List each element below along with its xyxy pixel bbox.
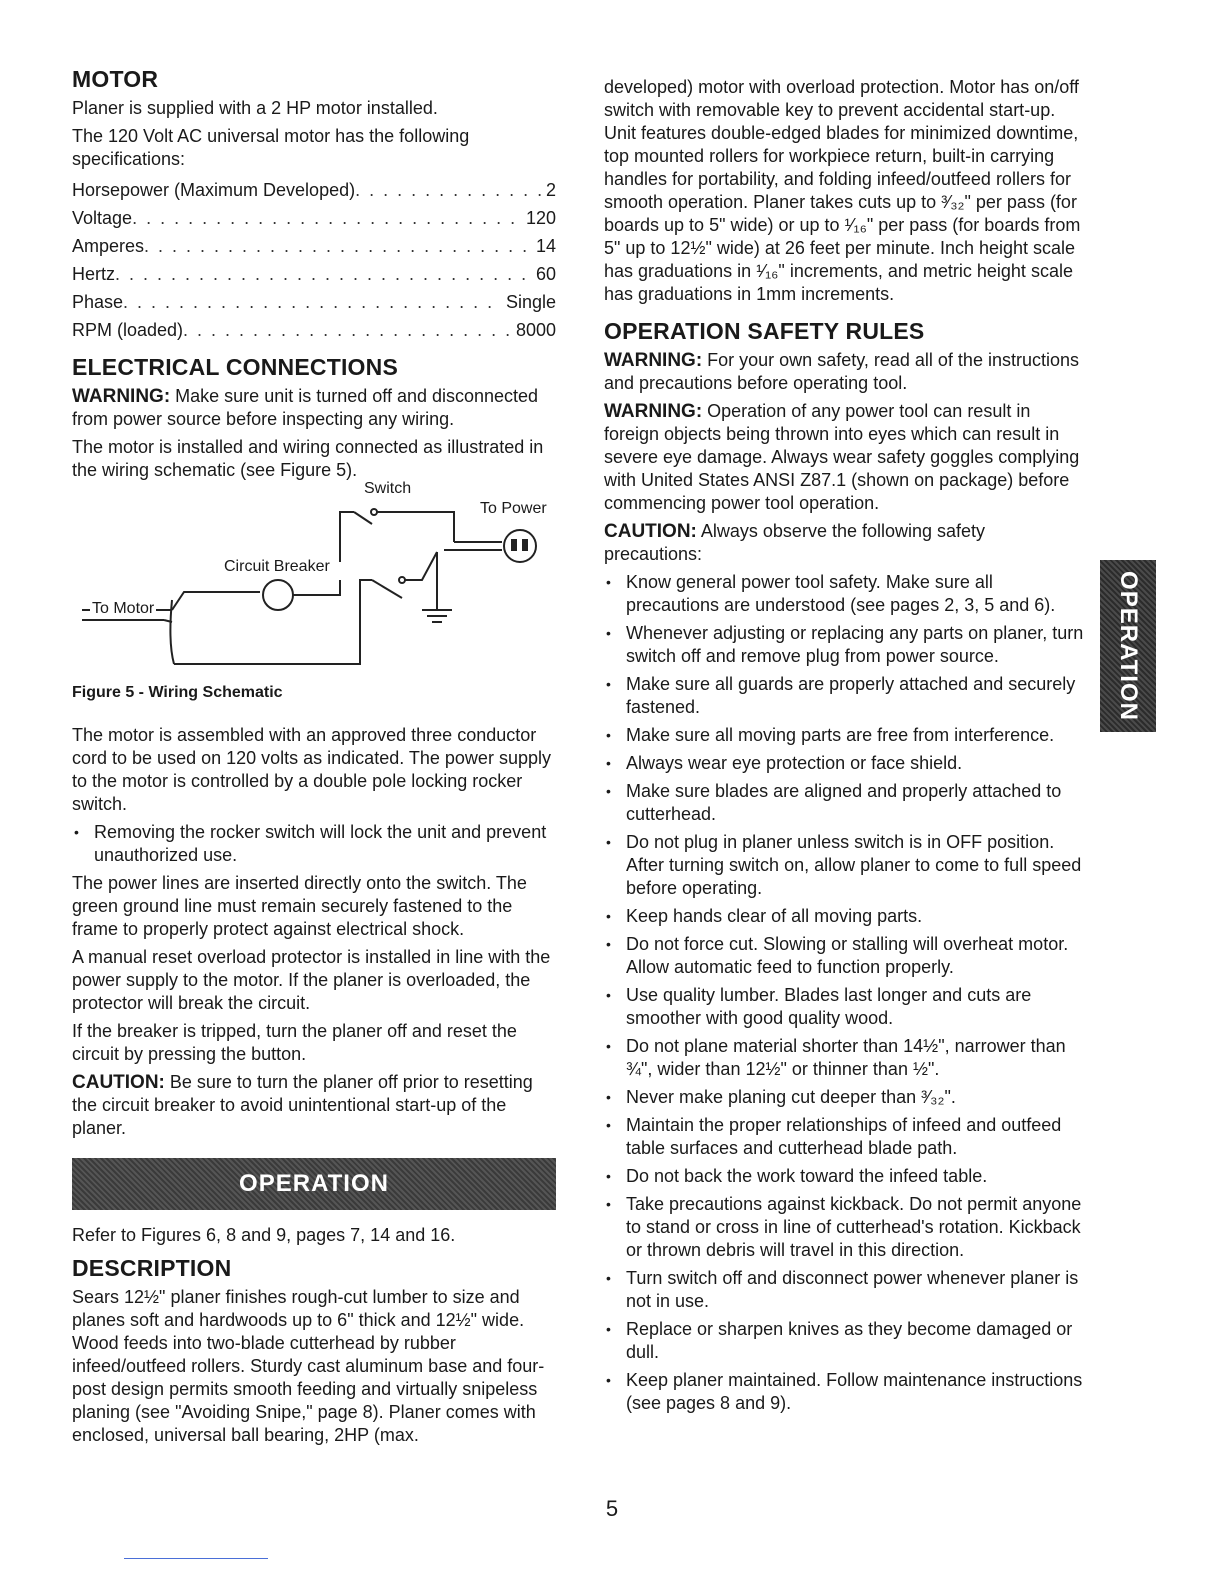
to-power-label: To Power [480,500,547,517]
safety-caution [604,520,1084,566]
spec-row [72,316,556,344]
breaker-reset-paragraph: If the breaker is tripped, turn the planer off and reset the circuit by pressing the button. [72,1021,517,1064]
electrical-warning [72,385,556,431]
list-item: • Do not force cut. Slowing or stalling will overheat motor. Allow automatic feed to function properly. [604,933,1084,979]
electrical-heading: ELECTRICAL CONNECTIONS [72,354,398,380]
caution-label: CAUTION: [604,521,697,542]
spec-value: 8000 [515,320,556,340]
spec-row [72,176,556,204]
list-item: • Whenever adjusting or replacing any parts on planer, turn switch off and remove plug from power source. [604,622,1084,668]
list-item: • Turn switch off and disconnect power whenever planer is not in use. [604,1267,1084,1313]
switch-label: Switch [364,480,412,497]
spec-label: Voltage [72,208,133,228]
list-item: • Removing the rocker switch will lock the unit and prevent unauthorized use. [72,821,556,867]
safety-warning-2 [604,400,1084,515]
spec-value: Single [505,292,556,312]
description-text: Sears 12½" planer finishes rough-cut lumber to size and planes soft and hardwoods up to 6" thick and 12½" wide. Wood feeds into two-blade cutterhead by rubber infeed/outfeed rollers. Sturdy cast aluminum base and four-post design permits smooth feeding and virtually snipeless planing (see "Avoiding Snipe," page 8). Planer comes with enclosed, universal ball bearing, 2HP (max. [72,1287,545,1445]
spec-row [72,288,556,316]
wiring-intro: The motor is installed and wiring connected as illustrated in the wiring schematic (see Figure 5). [72,437,544,480]
wiring-schematic-drawing [72,502,556,682]
spec-value: 2 [545,180,556,200]
list-item: • Keep hands clear of all moving parts. [604,905,1084,928]
right-column [604,66,1084,1420]
power-lines-paragraph: The power lines are inserted directly onto the switch. The green ground line must remain securely fastened to the frame to properly protect against electrical shock. [72,873,527,939]
section-side-tab [1100,560,1156,732]
spec-row [72,204,556,232]
caution-text: Always observe the following safety precautions: [604,521,986,564]
safety-warning-1 [604,349,1084,395]
safety-heading: OPERATION SAFETY RULES [604,318,925,344]
spec-label: Phase [72,292,124,312]
page-number: 5 [605,1496,619,1521]
operation-banner-label: OPERATION [239,1170,389,1197]
list-item: • Always wear eye protection or face shield. [604,752,1084,775]
spec-label: RPM (loaded) [72,320,184,340]
wiring-schematic [72,480,556,682]
spec-label: Amperes [72,236,145,256]
caution-label: CAUTION: [72,1072,165,1093]
spec-value: 120 [525,208,556,228]
spec-value: 60 [535,264,556,284]
list-item: • Make sure all moving parts are free from interference. [604,724,1084,747]
list-item: • Make sure all guards are properly attached and securely fastened. [604,673,1084,719]
caution-text: Be sure to turn the planer off prior to resetting the circuit breaker to avoid unintentional start-up of the planer. [72,1072,533,1138]
warning-label: WARNING: [604,401,703,422]
side-tab-label: OPERATION [1115,571,1142,721]
list-item: • Maintain the proper relationships of infeed and outfeed table surfaces and cutterhead blade path. [604,1114,1084,1160]
spec-row [72,232,556,260]
cord-paragraph: The motor is assembled with an approved three conductor cord to be used on 120 volts as indicated. The power supply to the motor is controlled by a double pole locking rocker switch. [72,725,551,814]
operation-refer: Refer to Figures 6, 8 and 9, pages 7, 14 and 16. [72,1225,456,1245]
motor-spec-list [72,176,556,344]
list-item: • Never make planing cut deeper than ³⁄₃₂". [604,1086,1084,1109]
list-item: • Do not plane material shorter than 14½", narrower than ¾", wider than 12½" or thinner than ½". [604,1035,1084,1081]
overload-paragraph: A manual reset overload protector is installed in line with the power supply to the motor. If the planer is overloaded, the protector will break the circuit. [72,947,551,1013]
spec-row [72,260,556,288]
motor-heading: MOTOR [72,66,159,92]
rocker-switch-bullet [72,821,556,867]
safety-rules-list [604,571,1084,1415]
footer-rule [124,1558,268,1559]
list-item: • Replace or sharpen knives as they become damaged or dull. [604,1318,1084,1364]
electrical-caution [72,1071,556,1140]
spec-label: Hertz [72,264,116,284]
list-item: • Make sure blades are aligned and properly attached to cutterhead. [604,780,1084,826]
list-item: • Keep planer maintained. Follow maintenance instructions (see pages 8 and 9). [604,1369,1084,1415]
list-item: • Take precautions against kickback. Do not permit anyone to stand or cross in line of cutterhead's rotation. Kickback or thrown debris will travel in this direction. [604,1193,1084,1262]
warning-label: WARNING: [604,350,703,371]
spec-value: 14 [535,236,556,256]
to-motor-label: To Motor [92,600,155,617]
description-continued: developed) motor with overload protection. Motor has on/off switch with removable key to prevent accidental start-up. Unit features double-edged blades for minimized downtime, top mounted rollers for workpiece return, built-in carrying handles for portability, and folding infeed/outfeed rollers for smooth operation. Planer takes cuts up to ³⁄₃₂" per pass (for boards up to 5" wide) or up to ¹⁄₁₆" per pass (for boards from 5" up to 12½" wide) at 26 feet per minute. Inch height scale has graduations in ¹⁄₁₆" increments, and metric height scale has graduations in 1mm increments. [604,77,1081,304]
warning-text: Make sure unit is turned off and disconnected from power source before inspecting any wiring. [72,386,539,429]
list-item: • Use quality lumber. Blades last longer and cuts are smoother with good quality wood. [604,984,1084,1030]
warning-text: For your own safety, read all of the instructions and precautions before operating tool. [604,350,1079,393]
figure-caption: Figure 5 - Wiring Schematic [72,684,283,701]
list-item: • Know general power tool safety. Make sure all precautions are understood (see pages 2, 3, 5 and 6). [604,571,1084,617]
description-heading: DESCRIPTION [72,1255,232,1281]
list-item: • Do not plug in planer unless switch is in OFF position. After turning switch on, allow planer to come to full speed before operating. [604,831,1084,900]
left-column [72,66,556,1452]
warning-label: WARNING: [72,386,171,407]
list-item: • Do not back the work toward the infeed table. [604,1165,1084,1188]
motor-intro: Planer is supplied with a 2 HP motor installed. [72,98,438,118]
operation-banner [72,1158,556,1210]
spec-label: Horsepower (Maximum Developed) [72,180,356,200]
circuit-breaker-label: Circuit Breaker [224,558,330,575]
warning-text: Operation of any power tool can result in foreign objects being thrown into eyes which can result in severe eye damage. Always wear safety goggles complying with United States ANSI Z87.1 (shown on package) before commencing power tool operation. [604,401,1080,513]
motor-spec-intro: The 120 Volt AC universal motor has the following specifications: [72,126,470,169]
